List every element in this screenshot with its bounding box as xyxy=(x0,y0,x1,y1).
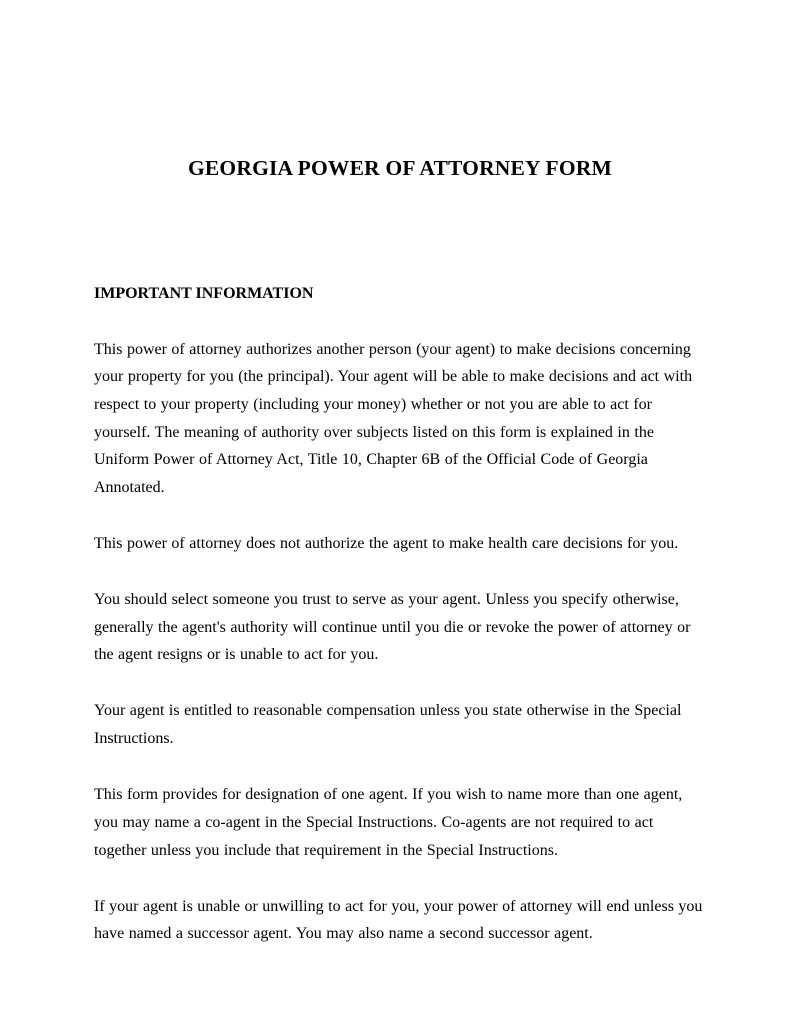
page-title: GEORGIA POWER OF ATTORNEY FORM xyxy=(187,156,613,180)
paragraph-compensation: Your agent is entitled to reasonable compensation unless you state otherwise in the Special Instructions. xyxy=(94,702,682,748)
paragraph-agent-selection: You should select someone you trust to serve as your agent. Unless you specify otherwise, generally the agent's authority will continue until you die or revoke the power of attorney or the agent resigns or is unable to act for you. xyxy=(94,591,691,664)
paragraph-authorization: This power of attorney authorizes another person (your agent) to make decisions concerning your property for you (the principal). Your agent will be able to make decisions and act with respect to your property (including your money) whether or not you are able to act for yourself. The meaning of authority over subjects listed on this form is explained in the Uniform Power of Attorney Act, Title 10, Chapter 6B of the Official Code of Georgia Annotated. xyxy=(94,340,693,497)
paragraph-healthcare-exclusion: This power of attorney does not authorize the agent to make health care decisions for you. xyxy=(94,535,679,553)
section-heading: IMPORTANT INFORMATION xyxy=(94,285,314,302)
paragraph-successor-agent: If your agent is unable or unwilling to act for you, your power of attorney will end unless you have named a successor agent. You may also name a second successor agent. xyxy=(94,897,703,943)
paragraph-co-agents: This form provides for designation of one agent. If you wish to name more than one agent, you may name a co-agent in the Special Instructions. Co-agents are not required to act together unless you include that requirement in the Special Instructions. xyxy=(94,786,683,859)
